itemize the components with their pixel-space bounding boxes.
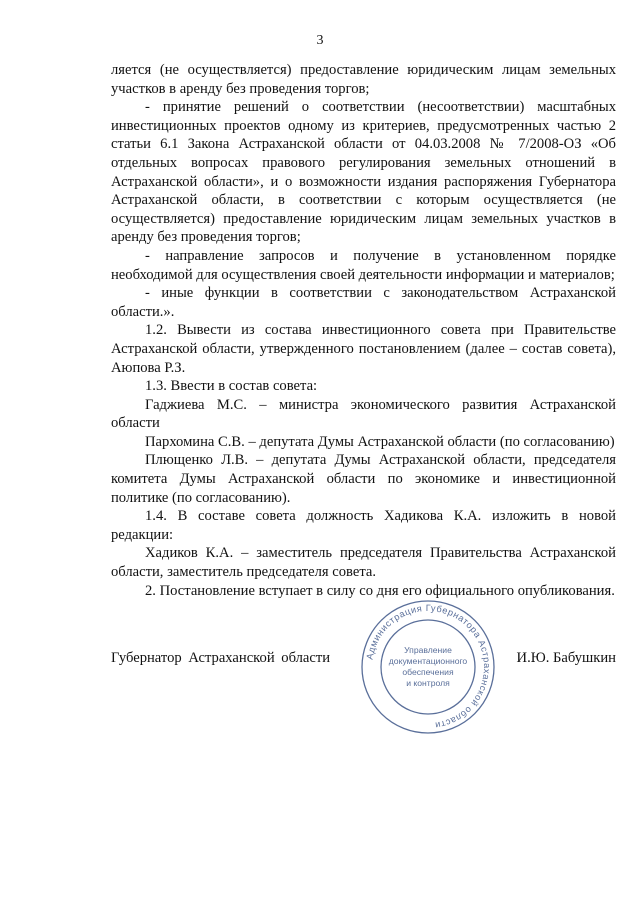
paragraph: 2. Постановление вступает в силу со дня его официального опубликования.: [145, 582, 615, 599]
paragraph: 1.3. Ввести в состав совета:: [145, 378, 318, 395]
stamp-center-line: обеспечения: [402, 667, 454, 677]
official-stamp: [358, 597, 498, 737]
paragraph: 1.2. Вывести из состава инвестиционного совета при Правительстве Астраханской области, утвержденного постановлением (далее – состав совета), Аюпова Р.З.: [111, 322, 616, 376]
paragraph: - направление запросов и получение в установленном порядке необходимой для осуществления своей деятельности информации и материалов;: [111, 247, 616, 283]
stamp-ring-text: Администрация Губернатора Астраханской области: [364, 602, 493, 731]
paragraph: Плющенко Л.В. – депутата Думы Астраханской области, председателя комитета Думы Астраханской области по экономике и инвестиционной политике (по согласованию).: [111, 452, 616, 506]
signer-name: И.Ю. Бабушкин: [516, 650, 616, 666]
paragraph: 1.4. В составе совета должность Хадикова К.А. изложить в новой редакции:: [111, 508, 616, 543]
signer-title: Губернатор Астраханской области: [111, 650, 331, 666]
stamp-center-line: документационного: [388, 656, 468, 666]
document-body: [111, 61, 616, 600]
paragraph: Гаджиева М.С. – министра экономического развития Астраханской области: [111, 396, 616, 432]
paragraph: ляется (не осуществляется) предоставление юридическим лицам земельных участков в аренду без проведения торгов;: [111, 62, 616, 97]
stamp-center-line: Управление: [404, 645, 452, 655]
paragraph: Хадиков К.А. – заместитель председателя Правительства Астраханской области, заместитель председателя совета.: [111, 545, 616, 581]
stamp-center-line: и контроля: [406, 678, 450, 688]
stamp-graphic: [358, 597, 498, 737]
paragraph: - иные функции в соответствии с законодательством Астраханской области.».: [111, 285, 616, 320]
paragraph: - принятие решений о соответствии (несоответствии) масштабных инвестиционных проектов одному из критериев, предусмотренных частью 2 статьи 6.1 Закона Астраханской области от 04.03.2008 № 7/2008-ОЗ «Об отдельных вопросах правового регулирования земельных отношений в Астраханской области», и о возможности издания распоряжения Губернатора Астраханской области, в соответствии с которым осуществляется (не осуществляется) предоставление юридическим лицам земельных участков в аренду без проведения торгов;: [111, 99, 616, 246]
page-number: 3: [316, 33, 324, 48]
paragraph: Пархомина С.В. – депутата Думы Астраханской области (по согласованию): [145, 433, 615, 450]
